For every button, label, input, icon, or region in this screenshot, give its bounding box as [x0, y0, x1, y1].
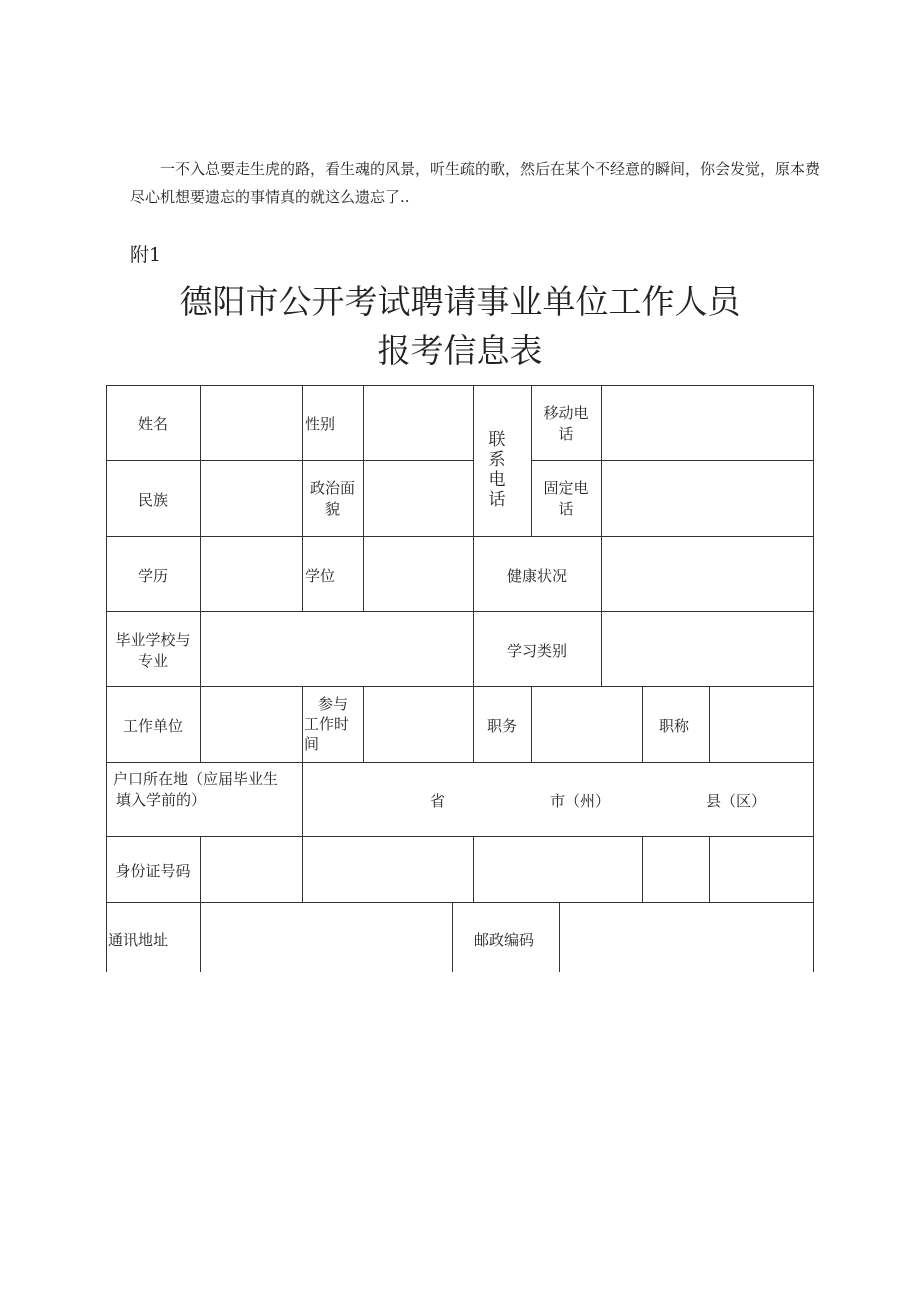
label-school-major: 毕业学校与 专业: [115, 631, 191, 670]
label-gender: 性别: [305, 415, 336, 433]
label-address: 通讯地址: [108, 931, 169, 949]
label-position: 职务: [487, 717, 518, 735]
label-health: 健康状况: [506, 567, 567, 585]
label-study-type: 学习类别: [506, 642, 567, 660]
label-household-registration: 户口所在地（应届毕业生 填入学前的）: [113, 770, 279, 809]
label-contact-phone: 联 系 电 话: [488, 430, 506, 510]
label-education: 学历: [137, 567, 168, 585]
label-postcode: 邮政编码: [474, 931, 535, 949]
label-political-status: 政治面 貌: [309, 479, 355, 518]
label-county: 县（区）: [706, 792, 767, 810]
label-employer: 工作单位: [122, 717, 183, 735]
label-landline: 固定电 话: [543, 479, 589, 518]
form-title-line2: 报考信息表: [377, 331, 543, 370]
form-title-line1: 德阳市公开考试聘请事业单位工作人员: [179, 282, 741, 321]
label-title: 职称: [659, 717, 690, 735]
intro-paragraph: 一不入总要走生虎的路，看生魂的风景，听生疏的歌，然后在某个不经意的瞬间，你会发觉，原本费尽心机想要遗忘的事情真的就这么遗忘了..: [130, 160, 821, 206]
label-degree: 学位: [305, 567, 336, 585]
label-city: 市（州）: [550, 792, 611, 810]
label-province: 省: [430, 792, 446, 810]
label-ethnicity: 民族: [137, 491, 168, 509]
label-name: 姓名: [137, 415, 168, 433]
label-work-start-time: 参与 工作时 间: [304, 695, 350, 753]
label-mobile-phone: 移动电 话: [543, 404, 589, 443]
label-id-number: 身份证号码: [115, 862, 191, 880]
attachment-label: 附1: [130, 244, 162, 266]
